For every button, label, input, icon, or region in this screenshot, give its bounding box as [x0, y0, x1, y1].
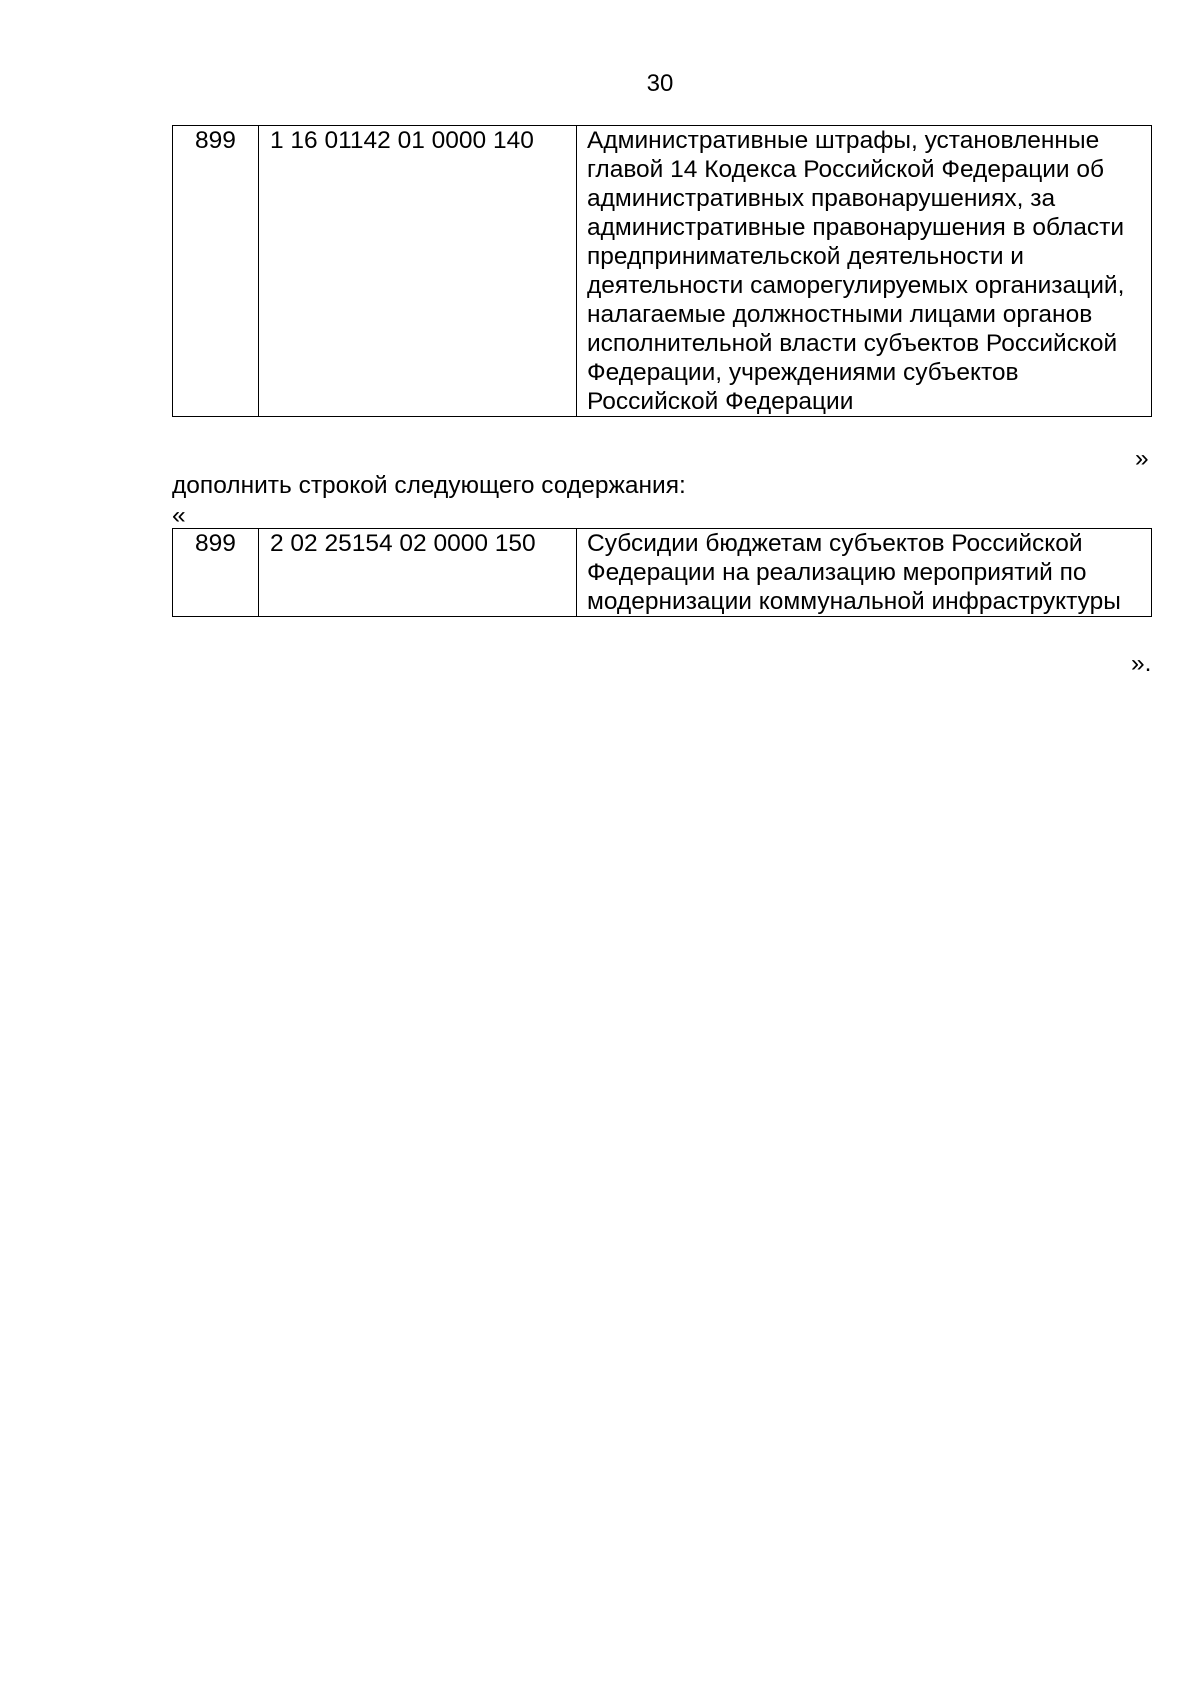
table-row	[173, 529, 1152, 617]
budget-classification-code-cell: 2 02 25154 02 0000 150	[259, 529, 577, 617]
closing-quote-period: ».	[1131, 650, 1152, 677]
budget-classification-code-cell: 1 16 01142 01 0000 140	[259, 126, 577, 417]
revenue-name-cell: Административные штрафы, установленные главой 14 Кодекса Российской Федерации об административных правонарушениях, за административные правонарушения в области предпринимательской деятельности и деятельности саморегулируемых организаций, налагаемые должностными лицами органов исполнительной власти субъектов Российской Федерации, учреждениями субъектов Российской Федерации	[577, 126, 1152, 417]
revenue-code-table-existing	[172, 125, 1152, 417]
page-number: 30	[646, 70, 674, 97]
instruction-text: дополнить строкой следующего содержания:	[172, 472, 686, 499]
admin-code-cell: 899	[173, 529, 259, 617]
closing-quote: »	[1135, 445, 1149, 472]
revenue-code-table-added	[172, 528, 1152, 617]
table-row	[173, 126, 1152, 417]
revenue-name-cell: Субсидии бюджетам субъектов Российской Федерации на реализацию мероприятий по модернизации коммунальной инфраструктуры	[577, 529, 1152, 617]
admin-code-cell: 899	[173, 126, 259, 417]
opening-quote: «	[172, 502, 186, 529]
